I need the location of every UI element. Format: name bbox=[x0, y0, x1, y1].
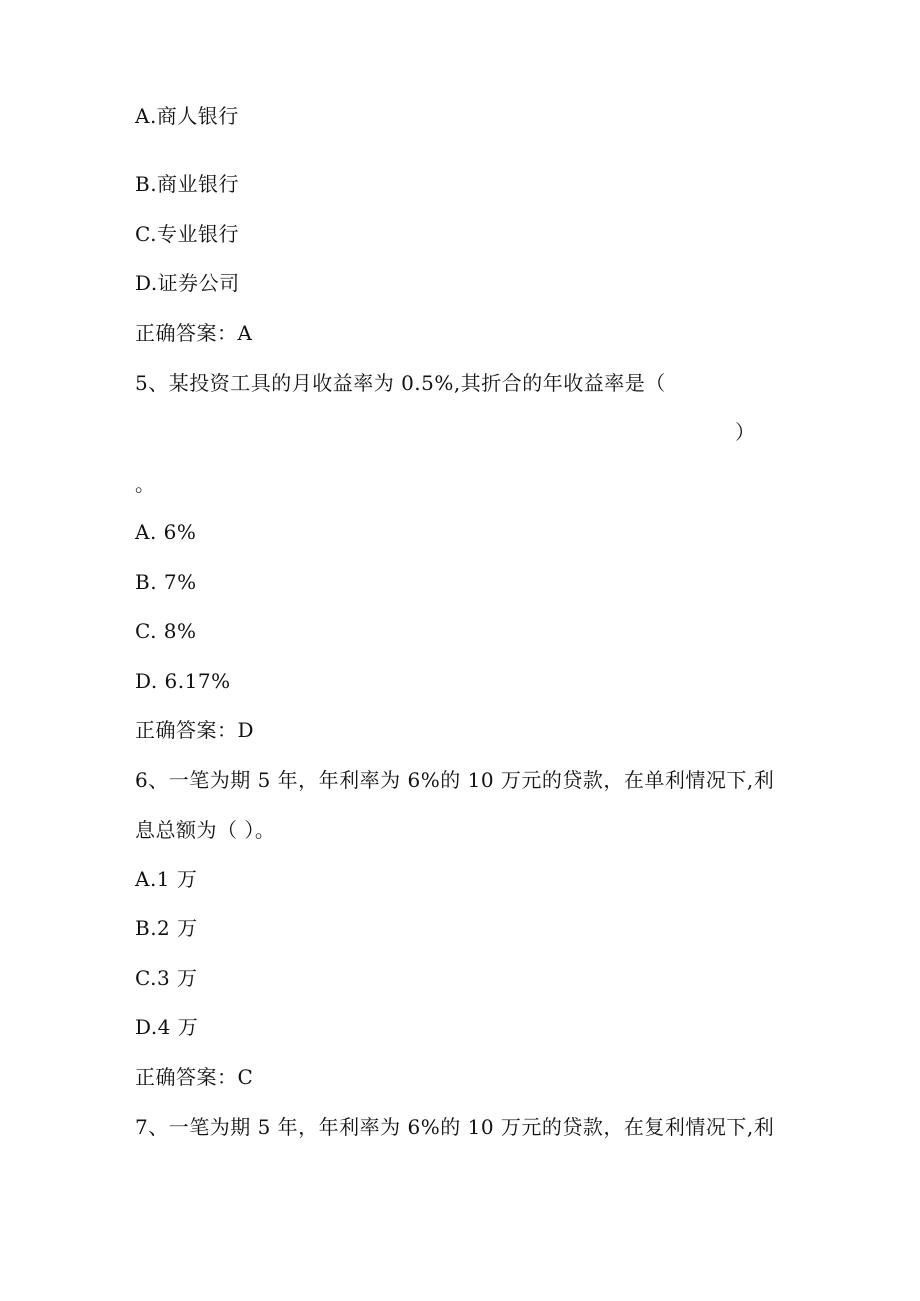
q4-option-c: C.专业银行 bbox=[135, 222, 239, 246]
q6-option-b: B.2 万 bbox=[135, 916, 198, 940]
q4-answer: 正确答案：A bbox=[135, 321, 253, 345]
q4-option-a: A.商人银行 bbox=[135, 104, 239, 128]
q4-option-b: B.商业银行 bbox=[135, 172, 240, 196]
q5-option-d: D. 6.17% bbox=[135, 669, 231, 693]
q7-stem-line1: 7、一笔为期 5 年，年利率为 6%的 10 万元的贷款，在复利情况下,利 bbox=[135, 1115, 775, 1139]
q6-answer: 正确答案：C bbox=[135, 1065, 254, 1089]
q6-option-c: C.3 万 bbox=[135, 966, 198, 990]
q5-answer: 正确答案：D bbox=[135, 718, 255, 742]
q6-stem-line1: 6、一笔为期 5 年，年利率为 6%的 10 万元的贷款，在单利情况下,利 bbox=[135, 768, 775, 792]
q4-option-d: D.证券公司 bbox=[135, 271, 240, 295]
q6-option-d: D.4 万 bbox=[135, 1015, 199, 1039]
q5-option-a: A. 6% bbox=[135, 520, 197, 544]
q6-stem-line2: 息总额为（ ）。 bbox=[135, 818, 276, 842]
q5-stem-end: 。 bbox=[135, 472, 156, 496]
q5-stem-line1: 5、某投资工具的月收益率为 0.5%,其折合的年收益率是（ bbox=[135, 371, 666, 395]
q5-stem-paren-close: ） bbox=[735, 420, 756, 444]
q5-option-c: C. 8% bbox=[135, 619, 197, 643]
q6-option-a: A.1 万 bbox=[135, 867, 198, 891]
q5-option-b: B. 7% bbox=[135, 570, 197, 594]
